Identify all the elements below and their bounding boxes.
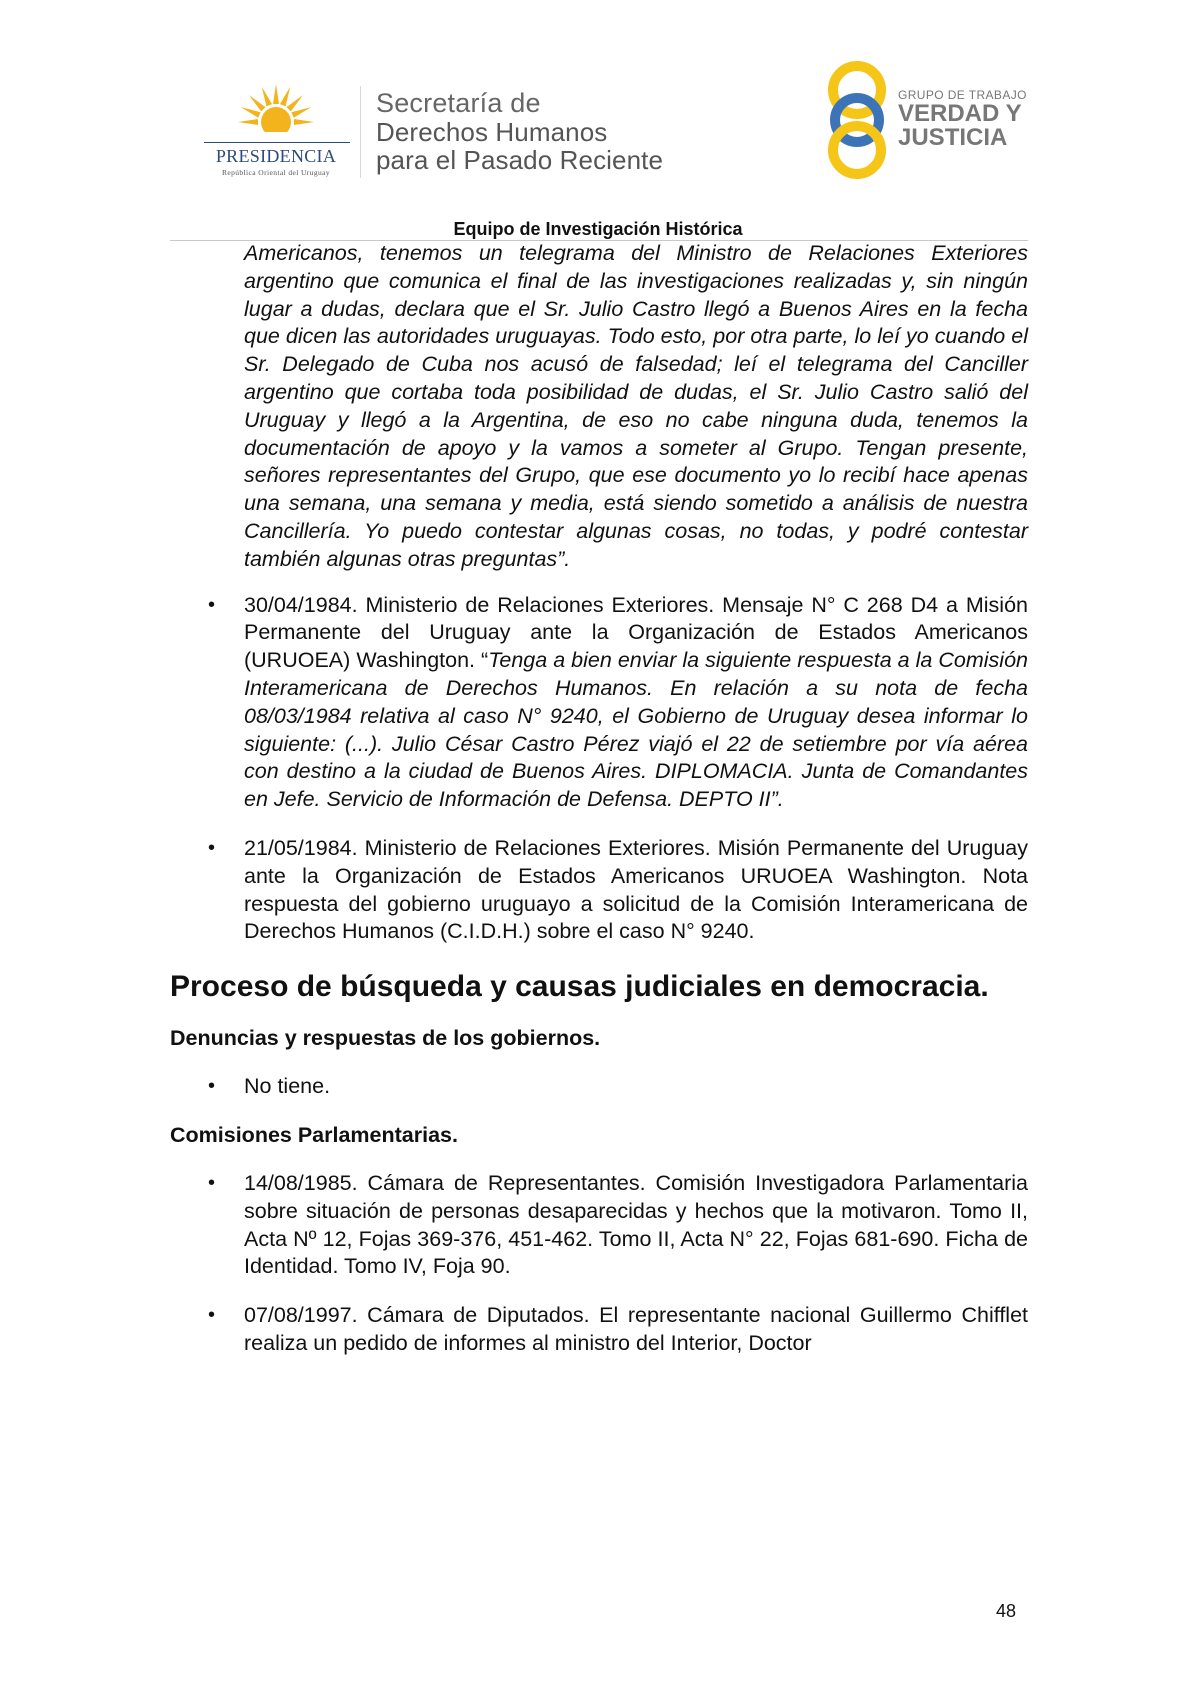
subsection-title: Denuncias y respuestas de los gobiernos.: [170, 1026, 601, 1051]
bullet-icon: •: [208, 836, 216, 859]
quote-continuation: [244, 240, 1028, 574]
grupo-line-3: JUSTICIA: [898, 124, 1008, 151]
list-item: [170, 835, 1028, 946]
sun-icon: [238, 80, 314, 142]
presidencia-rule: [204, 142, 350, 143]
secretaria-logo-text: [376, 88, 663, 174]
document-body: [170, 240, 1028, 1358]
bullet-list-denuncias: [170, 1073, 1028, 1101]
secretaria-line-2: Derechos Humanos: [376, 117, 608, 147]
list-item-text: 21/05/1984. Ministerio de Relaciones Exteriores. Misión Permanente del Uruguay ante la Organización de Estados Americanos URUOEA Washington. Nota respuesta del gobierno uruguayo a solicitud de la Comisión Interamericana de Derechos Humanos (C.I.D.H.) sobre el caso N° 9240.: [244, 835, 1028, 944]
bullet-icon: •: [208, 1304, 216, 1327]
bullet-icon: •: [208, 593, 216, 616]
list-item: [170, 1302, 1028, 1358]
bullet-icon: •: [208, 1171, 216, 1194]
section-title: Proceso de búsqueda y causas judiciales en democracia.: [170, 970, 989, 1004]
presidencia-subtitle: República Oriental del Uruguay: [221, 168, 330, 177]
list-item-text: 30/04/1984. Ministerio de Relaciones Exteriores. Mensaje N° C 268 D4 a Misión Permanente del Uruguay ante la Organización de Estados Americanos (URUOEA) Washington. “: [244, 592, 1028, 673]
bullet-icon: •: [208, 1075, 216, 1098]
list-item-quote: Tenga a bien enviar la siguiente respuesta a la Comisión Interamericana de Derechos Humanos. En relación a su nota de fecha 08/03/1984 relativa al caso N° 9240, el Gobierno de Uruguay desea informar lo siguiente: (...). Julio César Castro Pérez viajó el 22 de setiembre por vía aérea con destino a la ciudad de Buenos Aires. DIPLOMACIA. Junta de Comandantes en Jefe. Servicio de Información de Defensa. DEPTO II”.: [244, 648, 1028, 812]
list-item-text: 07/08/1997. Cámara de Diputados. El representante nacional Guillermo Chifflet realiza un pedido de informes al ministro del Interior, Doctor: [244, 1303, 1028, 1355]
secretaria-line-1: Secretaría de: [376, 88, 541, 118]
subsection-title: Comisiones Parlamentarias.: [170, 1122, 458, 1147]
linked-rings-icon: [822, 56, 894, 182]
verdad-justicia-logo: [822, 56, 1042, 182]
logo-divider: [360, 86, 361, 178]
list-item: [170, 592, 1028, 814]
grupo-line-1: GRUPO DE TRABAJO: [898, 88, 1027, 102]
quote-continuation-text: Americanos, tenemos un telegrama del Ministro de Relaciones Exteriores argentino que comunica el final de las investigaciones realizadas y, sin ningún lugar a dudas, declara que el Sr. Julio Castro llegó a Buenos Aires en la fecha que dicen las autoridades uruguayas. Todo esto, por otra parte, lo leí yo cuando el Sr. Delegado de Cuba nos acusó de falsedad; leí el telegrama del Canciller argentino que cortaba toda posibilidad de dudas, el Sr. Julio Castro salió del Uruguay y llegó a la Argentina, de eso no cabe ninguna duda, tenemos la documentación de apoyo y la vamos a someter al Grupo. Tengan presente, señores representantes del Grupo, que ese documento yo lo recibí hace apenas una semana, una semana y media, está siendo sometido a análisis de nuestra Cancillería. Yo puedo contestar algunas cosas, no todas, y podré contestar también algunas otras preguntas”.: [244, 241, 1028, 571]
bullet-list-comisiones: [170, 1170, 1028, 1358]
grupo-line-2: VERDAD Y: [898, 100, 1022, 127]
secretaria-line-3: para el Pasado Reciente: [376, 145, 664, 175]
list-item: [170, 1073, 1028, 1101]
presidencia-title: PRESIDENCIA: [215, 146, 337, 166]
team-heading: Equipo de Investigación Histórica: [453, 219, 743, 239]
list-item-text: No tiene.: [244, 1074, 331, 1099]
page-header: [0, 0, 1190, 240]
presidencia-logo: [196, 80, 356, 180]
list-item: [170, 1170, 1028, 1281]
bullet-list-documents: [170, 592, 1028, 947]
page-number: 48: [996, 1601, 1017, 1621]
list-item-text: 14/08/1985. Cámara de Representantes. Comisión Investigadora Parlamentaria sobre situación de personas desaparecidas y hechos que la motivaron. Tomo II, Acta Nº 12, Fojas 369-376, 451-462. Tomo II, Acta N° 22, Fojas 681-690. Ficha de Identidad. Tomo IV, Foja 90.: [244, 1170, 1028, 1279]
